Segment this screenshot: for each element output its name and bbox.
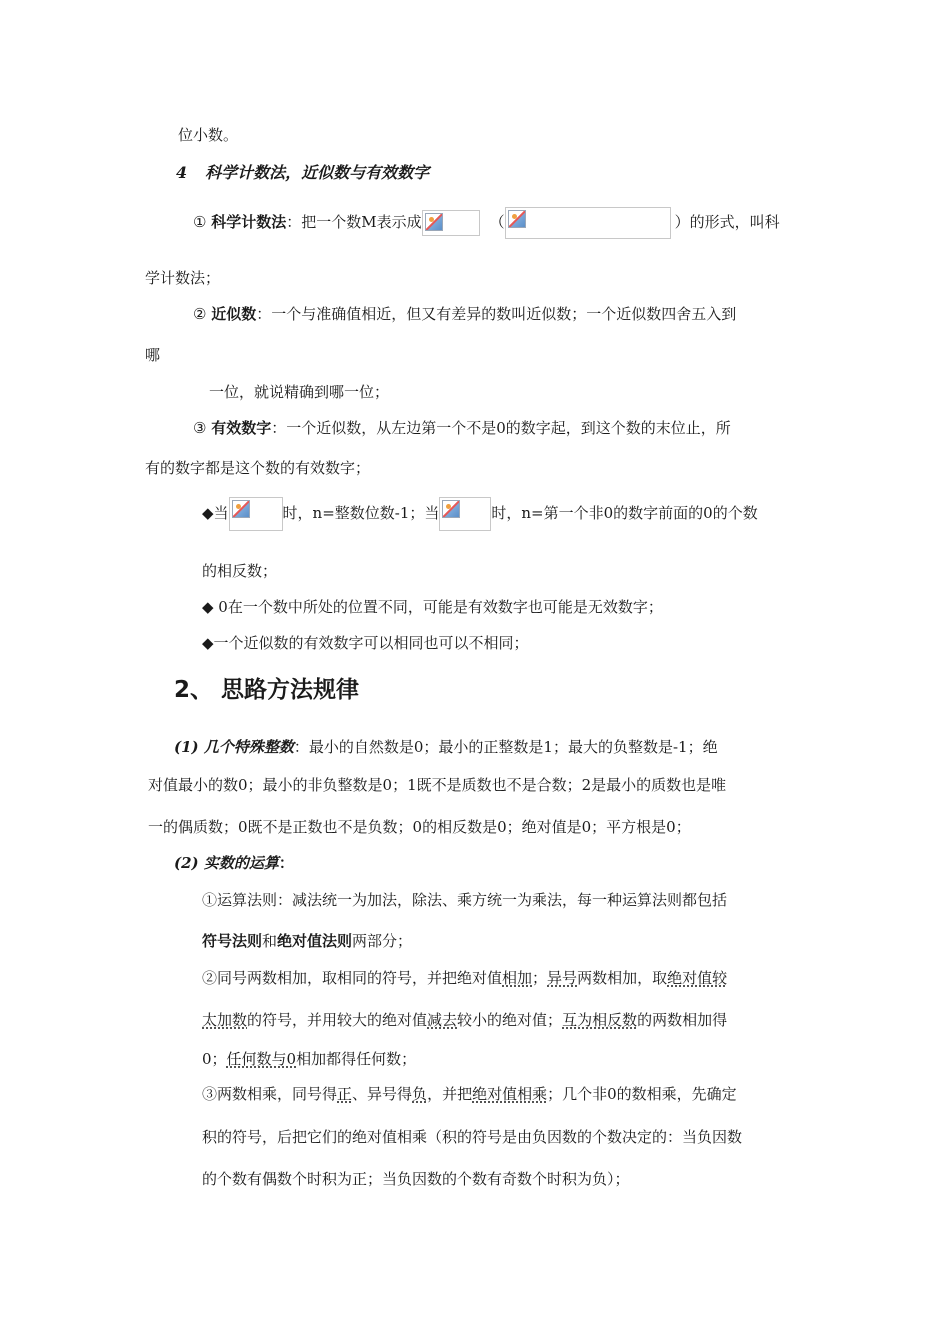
broken-image-icon: [425, 213, 443, 231]
rule-2-b3: 减去: [427, 1011, 458, 1029]
rule-2-line: [202, 967, 727, 989]
section-2-heading: 2、 思路方法规律: [174, 677, 360, 703]
bullet-1-cont: 的相反数；: [202, 562, 278, 580]
rule-3-a7: ；几个非0的数相乘，先确定: [547, 1085, 737, 1103]
rule-2-a6: 绝对值较: [667, 969, 728, 987]
rule-2-b4: 较小的绝对值；: [457, 1011, 563, 1029]
rule-2-b1: 太加数: [202, 1011, 248, 1029]
item-1-number: (1): [174, 738, 204, 756]
abs-rule-term: 绝对值法则: [277, 932, 353, 950]
rule-3-line: [202, 1083, 737, 1105]
broken-image-icon: [508, 210, 526, 228]
formula-image-placeholder: [422, 210, 480, 236]
item-2-term: 实数的运算: [203, 854, 279, 872]
bullet-3: ◆一个近似数的有效数字可以相同也可以不相同；: [202, 634, 529, 652]
rule-1-line: ①运算法则：减法统一为加法，除法、乘方统一为乘法，每一种运算法则都包括: [202, 891, 728, 909]
sci-notation-line: [193, 207, 780, 239]
sci-lead: ①: [193, 213, 212, 231]
heading-number: 4: [176, 163, 188, 182]
rule-2-c3: 相加都得任何数；: [296, 1050, 417, 1068]
sig-digit-cont: 有的数字都是这个数的有效数字；: [145, 459, 371, 477]
sig-term: 有效数字: [211, 419, 272, 437]
rule-3-a4: 负: [412, 1085, 428, 1103]
broken-image-icon: [442, 500, 460, 518]
formula-image-placeholder: [505, 207, 671, 239]
rule-3-cont: 积的符号，后把它们的绝对值相乘（积的符号是由负因数的个数决定的：当负因数: [202, 1128, 743, 1146]
rule-2-cont-2: [202, 1048, 416, 1070]
item-1-text: ：最小的自然数是0；最小的正整数是1；最大的负整数是-1；绝: [293, 738, 718, 756]
rule-3-a5: ，并把: [427, 1085, 473, 1103]
rule-2-b5: 互为相反数: [562, 1011, 638, 1029]
continuation-text: 位小数。: [178, 126, 239, 144]
special-integers-line: [174, 736, 718, 758]
approx-text: ：一个与准确值相近，但又有差异的数叫近似数；一个近似数四舍五入到: [256, 305, 737, 323]
special-integers-cont-2: 一的偶质数；0既不是正数也不是负数；0的相反数是0；绝对值是0；平方根是0；: [148, 818, 691, 836]
sig-lead: ③: [193, 419, 212, 437]
special-integers-cont: 对值最小的数0；最小的非负整数是0；1既不是质数也不是合数；2是最小的质数也是唯: [148, 776, 727, 794]
rule-2-b6: 的两数相加得: [637, 1011, 728, 1029]
approx-lead: ②: [193, 305, 212, 323]
rule-3-a3: 、异号得: [352, 1085, 413, 1103]
rule-3-a6: 绝对值相乘: [472, 1085, 548, 1103]
bullet-2: ◆ 0在一个数中所处的位置不同，可能是有效数字也可能是无效数字；: [202, 598, 663, 616]
bullet-1-a: ◆当: [202, 504, 229, 522]
rule-3-a2: 正: [337, 1085, 353, 1103]
approx-cont-2: 一位，就说精确到哪一位；: [209, 383, 390, 401]
rule-1-cont: [202, 930, 412, 952]
rule-2-c1: 0；: [202, 1050, 227, 1068]
approx-term: 近似数: [211, 305, 257, 323]
approx-line: [193, 303, 736, 325]
approx-cont: 哪: [145, 346, 161, 364]
heading-text: 科学计数法，近似数与有效数字: [205, 163, 430, 182]
section-4-heading: [176, 162, 429, 184]
rule-3-a1: ③两数相乘，同号得: [202, 1085, 338, 1103]
rule-2-c2: 任何数与0: [226, 1050, 297, 1068]
rule-2-a3: ；: [532, 969, 548, 987]
rule-2-a2: 相加: [502, 969, 533, 987]
sig-text: ：一个近似数，从左边第一个不是0的数字起，到这个数的末位止，所: [271, 419, 731, 437]
rule-2-cont: [202, 1009, 727, 1031]
item-2-number: (2): [174, 854, 204, 872]
rule-2-a1: ②同号两数相加，取相同的符号，并把绝对值: [202, 969, 503, 987]
formula-image-placeholder: [229, 497, 283, 531]
bullet-1: [202, 497, 758, 531]
formula-image-placeholder: [439, 497, 491, 531]
item-1-term: 几个特殊整数: [203, 738, 294, 756]
sci-text-c: ）的形式，叫科: [674, 213, 780, 231]
sig-digit-line: [193, 417, 731, 439]
sci-text-b: （: [489, 213, 505, 231]
rule-1-and: 和: [262, 932, 278, 950]
bullet-1-b: 时，n=整数位数-1；当: [282, 504, 440, 522]
item-2-colon: ：: [278, 854, 294, 872]
rule-2-b2: 的符号，并用较大的绝对值: [247, 1011, 428, 1029]
broken-image-icon: [232, 500, 250, 518]
sci-term: 科学计数法: [211, 213, 287, 231]
rule-1-end: 两部分；: [352, 932, 413, 950]
rule-2-a4: 异号: [547, 969, 578, 987]
sign-rule-term: 符号法则: [202, 932, 263, 950]
sci-notation-cont: 学计数法；: [145, 269, 221, 287]
rule-3-cont-2: 的个数有偶数个时积为正；当负因数的个数有奇数个时积为负）；: [202, 1170, 630, 1188]
bullet-1-c: 时，n=第一个非0的数字前面的0的个数: [491, 504, 758, 522]
sci-text-a: ：把一个数M表示成: [286, 213, 422, 231]
rule-2-a5: 两数相加，取: [577, 969, 668, 987]
real-ops-heading: [174, 852, 294, 874]
